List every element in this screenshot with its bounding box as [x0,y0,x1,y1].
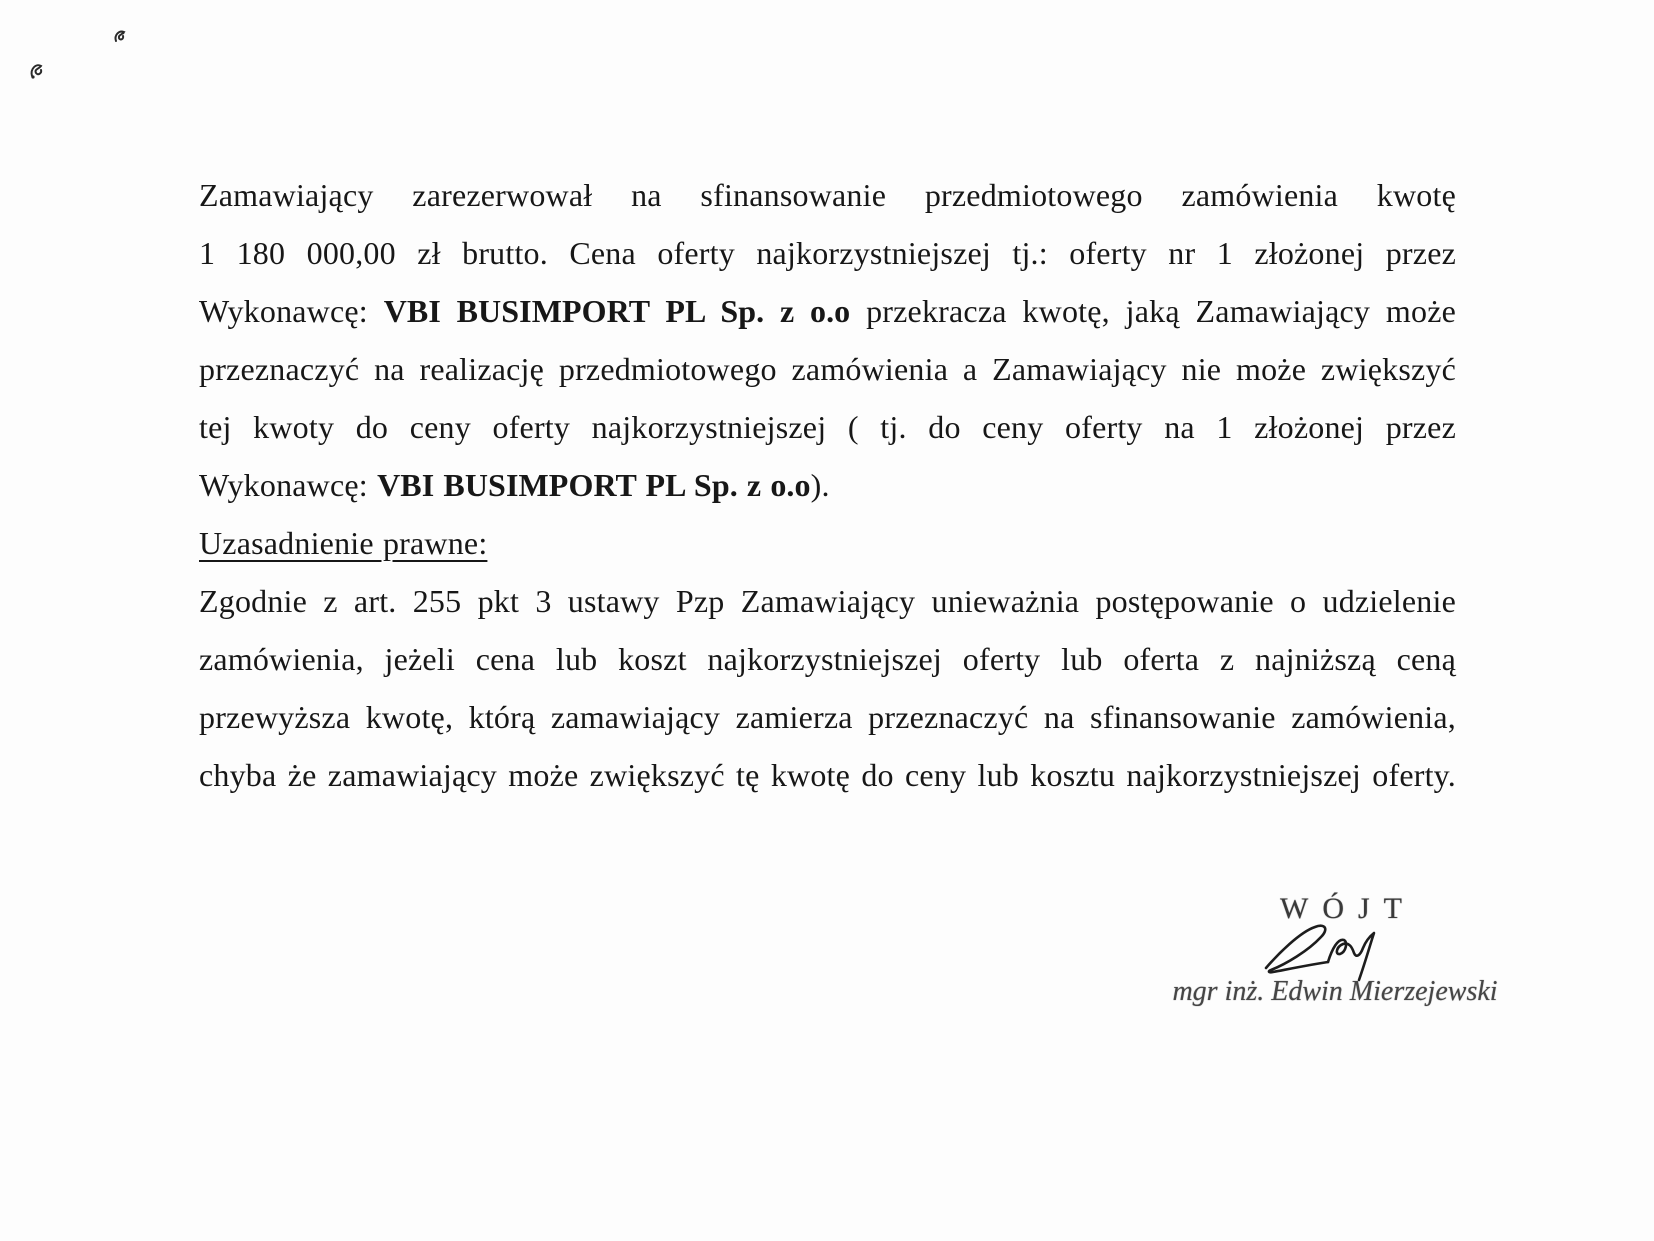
signer-title-stamp: WÓJT [1280,892,1416,925]
line-text: Wykonawcę: [199,467,378,503]
line-text: ). [810,467,830,503]
line-text: Wykonawcę: [199,293,384,329]
paragraph-line: Zgodnie z art. 255 pkt 3 ustawy Pzp Zamawiający unieważnia postępowanie o udzielenie [199,583,1456,619]
paragraph-line: 1 180 000,00 zł brutto. Cena oferty najkorzystniejszej tj.: oferty nr 1 złożonej przez [199,235,1456,271]
paragraph-line: tej kwoty do ceny oferty najkorzystniejszej ( tj. do ceny oferty na 1 złożonej przez [199,409,1456,445]
paragraph-line: przeznaczyć na realizację przedmiotowego zamówienia a Zamawiający nie może zwiększyć [199,351,1456,387]
line-text: przekracza kwotę, jaką Zamawiający może [850,293,1456,329]
section-heading: Uzasadnienie prawne: [199,525,488,561]
paragraph-line [199,282,1456,340]
paragraph-line: zamówienia, jeżeli cena lub koszt najkorzystniejszej oferty lub oferta z najniższą ceną [199,641,1456,677]
company-name-bold: VBI BUSIMPORT PL Sp. z o.o [383,293,851,329]
document-text-block [199,166,1456,804]
paragraph-line [199,456,1456,514]
paragraph-line: Zamawiający zarezerwował na sfinansowanie przedmiotowego zamówienia kwotę [199,177,1456,213]
paragraph-line: chyba że zamawiający może zwiększyć tę kwotę do ceny lub kosztu najkorzystniejszej oferty. [199,757,1456,793]
ink-speck-icon [112,28,128,46]
handwritten-signature [1258,918,1410,982]
signature-block [1140,892,1530,1032]
ink-speck-icon [28,60,46,82]
paragraph-line: przewyższa kwotę, którą zamawiający zamierza przeznaczyć na sfinansowanie zamówienia, [199,699,1456,735]
signer-name-stamp: mgr inż. Edwin Mierzejewski [1172,976,1498,1007]
company-name-bold: VBI BUSIMPORT PL Sp. z o.o [377,467,811,503]
